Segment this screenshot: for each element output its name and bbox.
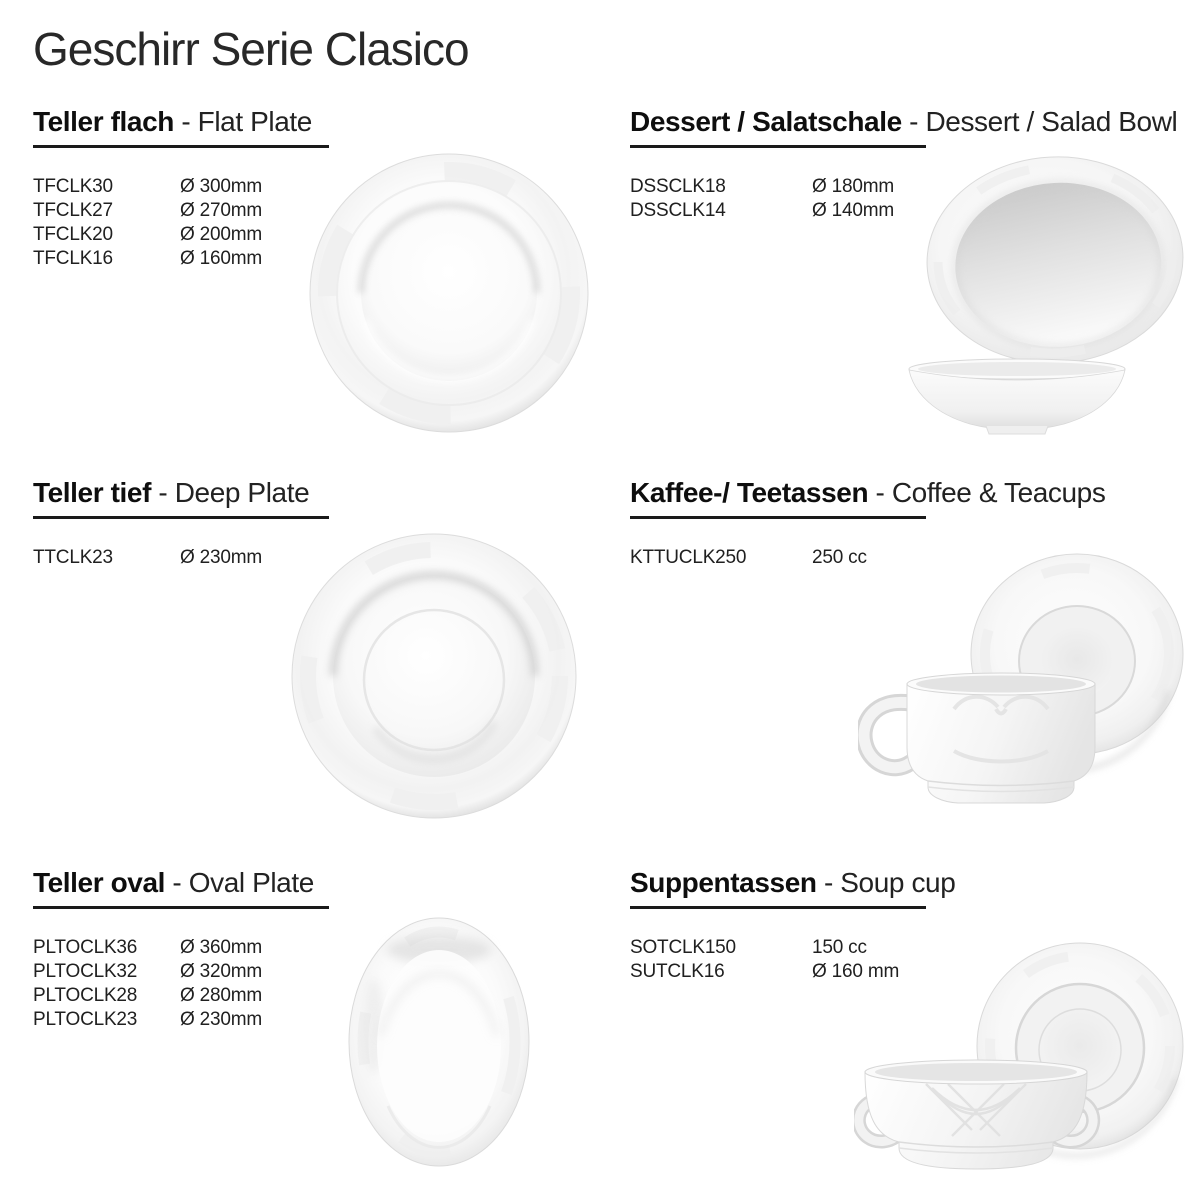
product-code: KTTUCLK250 — [630, 547, 747, 568]
product-code: PLTOCLK32 — [33, 961, 138, 982]
heading-underline — [33, 906, 329, 909]
section-heading — [33, 477, 598, 509]
product-size: Ø 160mm — [180, 248, 263, 269]
section-heading — [33, 106, 598, 138]
product-size: 150 cc — [812, 937, 867, 958]
product-size: Ø 360mm — [180, 937, 263, 958]
product-size: Ø 280mm — [180, 985, 263, 1006]
dessert-salad-bowl-photo — [905, 150, 1200, 435]
section-heading — [630, 106, 1195, 138]
section-title-separator: - — [165, 867, 189, 898]
product-code: TFCLK16 — [33, 248, 113, 269]
heading-underline — [33, 516, 329, 519]
heading-underline — [630, 145, 926, 148]
product-size: Ø 140mm — [812, 200, 895, 221]
section-title-german: Teller oval — [33, 867, 166, 898]
product-code: PLTOCLK28 — [33, 985, 138, 1006]
section-title-english: Dessert / Salad Bowl — [925, 106, 1178, 137]
section-title-separator: - — [816, 867, 841, 898]
product-code: TFCLK27 — [33, 200, 113, 221]
oval-plate-photo — [348, 916, 530, 1168]
product-code: DSSCLK14 — [630, 200, 726, 221]
section-heading — [630, 477, 1195, 509]
section-title-english: Flat Plate — [197, 106, 312, 137]
soup-cup-photo — [854, 926, 1194, 1188]
product-size: Ø 230mm — [180, 1009, 263, 1030]
product-size: Ø 300mm — [180, 176, 263, 197]
page-title: Geschirr Serie Clasico — [33, 23, 469, 75]
product-code: TTCLK23 — [33, 547, 113, 568]
section-title-german: Dessert / Salatschale — [630, 106, 902, 137]
section-title-german: Suppentassen — [630, 867, 817, 898]
deep-plate-photo — [290, 532, 578, 820]
section-title-english: Oval Plate — [188, 867, 314, 898]
coffee-teacup-photo — [858, 551, 1192, 809]
product-size: Ø 320mm — [180, 961, 263, 982]
product-code: SUTCLK16 — [630, 961, 725, 982]
product-size: 250 cc — [812, 547, 867, 568]
product-code: DSSCLK18 — [630, 176, 726, 197]
heading-underline — [630, 516, 926, 519]
section-heading — [33, 867, 598, 899]
section-title-german: Teller tief — [33, 477, 152, 508]
section-title-separator: - — [173, 106, 198, 137]
section-title-separator: - — [868, 477, 892, 508]
heading-underline — [630, 906, 926, 909]
product-code: PLTOCLK36 — [33, 937, 138, 958]
product-size: Ø 160 mm — [812, 961, 900, 982]
product-code: TFCLK30 — [33, 176, 113, 197]
section-heading — [630, 867, 1195, 899]
product-code: PLTOCLK23 — [33, 1009, 138, 1030]
product-size: Ø 230mm — [180, 547, 263, 568]
section-title-separator: - — [901, 106, 926, 137]
product-size: Ø 200mm — [180, 224, 263, 245]
section-title-english: Coffee & Teacups — [891, 477, 1106, 508]
product-code: SOTCLK150 — [630, 937, 736, 958]
flat-plate-photo — [308, 152, 590, 434]
product-code: TFCLK20 — [33, 224, 113, 245]
section-title-english: Soup cup — [840, 867, 956, 898]
product-size: Ø 180mm — [812, 176, 895, 197]
section-title-german: Teller flach — [33, 106, 174, 137]
product-size: Ø 270mm — [180, 200, 263, 221]
heading-underline — [33, 145, 329, 148]
section-title-separator: - — [151, 477, 175, 508]
section-title-english: Deep Plate — [174, 477, 310, 508]
section-title-german: Kaffee-/ Teetassen — [630, 477, 869, 508]
